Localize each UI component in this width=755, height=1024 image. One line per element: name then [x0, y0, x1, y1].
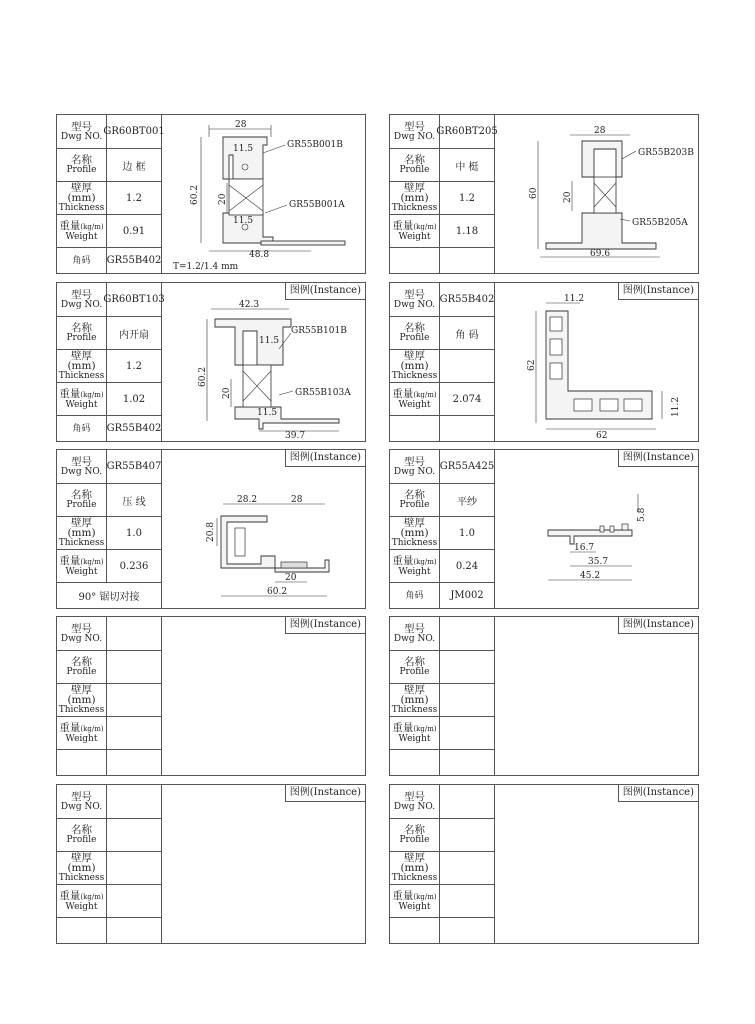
cut-note: 90° 锯切对接 — [57, 583, 162, 608]
profile-label: 名称 Profile — [57, 819, 107, 852]
thickness-value — [440, 350, 495, 383]
dim-height: 62 — [527, 359, 537, 371]
dim-bottom: 62 — [596, 431, 608, 441]
profile-label: 名称 Profile — [57, 484, 107, 517]
dim-w2: 11.5 — [257, 408, 278, 418]
corner-label: 角码 — [57, 416, 107, 441]
dim-left: 20.8 — [206, 521, 216, 542]
dim-w1: 11.5 — [233, 144, 254, 154]
profile-value — [107, 651, 162, 684]
profile-value: 中 梃 — [440, 149, 495, 182]
profile-value — [107, 819, 162, 852]
model-label: 型号 Dwg NO. — [390, 617, 440, 651]
empty-value — [440, 248, 495, 273]
thickness-value — [107, 852, 162, 885]
weight-label: 重量(kg/m) Weight — [390, 885, 440, 918]
weight-value: 1.18 — [440, 215, 495, 248]
profile-drawing — [163, 115, 365, 273]
weight-value: 0.91 — [107, 215, 162, 248]
empty-label — [57, 918, 107, 943]
thickness-label: 壁厚 (mm) Thickness — [57, 852, 107, 885]
weight-value: 0.236 — [107, 550, 162, 583]
corner-value: JM002 — [440, 583, 495, 608]
dwg-value — [440, 785, 495, 819]
corner-value: GR55B402 — [107, 248, 162, 273]
dim-top: 11.2 — [564, 294, 585, 304]
profile-card-1 — [56, 114, 366, 274]
dim-w2: 11.5 — [233, 216, 254, 226]
thickness-label: 壁厚 (mm) Thickness — [390, 684, 440, 717]
thickness-value — [440, 852, 495, 885]
thickness-value: 1.2 — [440, 182, 495, 215]
thickness-label: 壁厚 (mm) Thickness — [390, 517, 440, 550]
thickness-value: 1.2 — [107, 182, 162, 215]
dwg-value: GR55A425 — [440, 450, 495, 484]
legend-label: 图例(Instance) — [285, 785, 365, 802]
model-label: 型号 Dwg NO. — [390, 283, 440, 317]
weight-label: 重量(kg/m) Weight — [57, 717, 107, 750]
model-label: 型号 Dwg NO. — [390, 785, 440, 819]
dim-top: 28 — [235, 120, 247, 130]
model-label: 型号 Dwg NO. — [390, 115, 440, 149]
thickness-value: 1.0 — [440, 517, 495, 550]
empty-value — [440, 416, 495, 441]
weight-value: 0.24 — [440, 550, 495, 583]
dim-bottom: 60.2 — [267, 587, 288, 597]
weight-value — [107, 885, 162, 918]
profile-card-6 — [389, 449, 699, 609]
dim-top: 28 — [594, 126, 606, 136]
profile-label: 名称 Profile — [57, 317, 107, 350]
model-label: 型号 Dwg NO. — [57, 785, 107, 819]
weight-value: 1.02 — [107, 383, 162, 416]
empty-label — [390, 248, 440, 273]
corner-value: GR55B402 — [107, 416, 162, 441]
weight-label: 重量(kg/m) Weight — [390, 383, 440, 416]
model-label: 型号 Dwg NO. — [57, 283, 107, 317]
profile-label: 名称 Profile — [390, 651, 440, 684]
dwg-value: GR55B402 — [440, 283, 495, 317]
profile-label: 名称 Profile — [390, 317, 440, 350]
part-label-b: GR55B001B — [287, 140, 343, 150]
legend-label: 图例(Instance) — [285, 450, 365, 467]
empty-label — [390, 918, 440, 943]
dwg-value: GR60BT103 — [107, 283, 162, 317]
dim-top: 42.3 — [239, 300, 260, 310]
dim-mid: 20 — [218, 193, 228, 205]
empty-value — [107, 918, 162, 943]
dim-bottom: 48.8 — [249, 250, 270, 260]
dim-mid: 20 — [563, 191, 573, 203]
model-label: 型号 Dwg NO. — [57, 115, 107, 149]
profile-label: 名称 Profile — [57, 149, 107, 182]
empty-label — [390, 416, 440, 441]
legend-label: 图例(Instance) — [618, 283, 698, 300]
profile-drawing — [496, 450, 698, 608]
weight-label: 重量(kg/m) Weight — [57, 885, 107, 918]
profile-drawing — [496, 283, 698, 441]
profile-value: 压 线 — [107, 484, 162, 517]
dim-bottom: 69.6 — [590, 249, 611, 259]
profile-card-4 — [389, 282, 699, 442]
profile-value: 角 码 — [440, 317, 495, 350]
dim-d2: 35.7 — [588, 557, 609, 567]
weight-label: 重量(kg/m) Weight — [390, 215, 440, 248]
profile-value: 平纱 — [440, 484, 495, 517]
profile-card-10 — [389, 784, 699, 944]
weight-label: 重量(kg/m) Weight — [57, 383, 107, 416]
profile-label: 名称 Profile — [57, 651, 107, 684]
weight-value: 2.074 — [440, 383, 495, 416]
thickness-value — [440, 684, 495, 717]
empty-label — [390, 750, 440, 775]
thickness-value: 1.2 — [107, 350, 162, 383]
thickness-label: 壁厚 (mm) Thickness — [57, 182, 107, 215]
thickness-label: 壁厚 (mm) Thickness — [390, 182, 440, 215]
corner-label: 角码 — [57, 248, 107, 273]
model-label: 型号 Dwg NO. — [57, 450, 107, 484]
profile-card-5 — [56, 449, 366, 609]
dwg-value: GR60BT205 — [440, 115, 495, 149]
weight-label: 重量(kg/m) Weight — [390, 550, 440, 583]
dim-d1: 16.7 — [574, 543, 595, 553]
empty-value — [440, 918, 495, 943]
empty-value — [440, 750, 495, 775]
part-label-a: GR55B001A — [289, 200, 345, 210]
dwg-value — [107, 617, 162, 651]
profile-card-2 — [389, 114, 699, 274]
thickness-value: 1.0 — [107, 517, 162, 550]
profile-card-8 — [389, 616, 699, 776]
dwg-value: GR55B407 — [107, 450, 162, 484]
dwg-value — [440, 617, 495, 651]
legend-label: 图例(Instance) — [618, 785, 698, 802]
profile-drawing — [163, 450, 365, 608]
model-label: 型号 Dwg NO. — [57, 617, 107, 651]
profile-value — [440, 651, 495, 684]
profile-drawing — [163, 283, 365, 441]
dim-height: 60.2 — [190, 184, 200, 205]
dim-t2: 28 — [291, 495, 303, 505]
thickness-label: 壁厚 (mm) Thickness — [57, 684, 107, 717]
weight-label: 重量(kg/m) Weight — [57, 215, 107, 248]
model-label: 型号 Dwg NO. — [390, 450, 440, 484]
legend-label: 图例(Instance) — [285, 617, 365, 634]
empty-label — [57, 750, 107, 775]
part-label-b: GR55B101B — [291, 326, 347, 336]
dim-mid: 20 — [285, 573, 297, 583]
dwg-value — [107, 785, 162, 819]
profile-card-7 — [56, 616, 366, 776]
part-label-b: GR55B203B — [638, 148, 694, 158]
legend-label: 图例(Instance) — [285, 283, 365, 300]
dim-w1: 11.5 — [259, 336, 280, 346]
thickness-label: 壁厚 (mm) Thickness — [390, 350, 440, 383]
profile-value: 内开扇 — [107, 317, 162, 350]
dim-height: 60 — [529, 187, 539, 199]
profile-label: 名称 Profile — [390, 819, 440, 852]
weight-value — [107, 717, 162, 750]
profile-label: 名称 Profile — [390, 149, 440, 182]
thickness-label: 壁厚 (mm) Thickness — [57, 517, 107, 550]
thickness-label: 壁厚 (mm) Thickness — [57, 350, 107, 383]
profile-card-3 — [56, 282, 366, 442]
dwg-value: GR60BT001 — [107, 115, 162, 149]
legend-label: 图例(Instance) — [618, 617, 698, 634]
legend-label: 图例(Instance) — [618, 450, 698, 467]
dim-height: 60.2 — [198, 366, 208, 387]
dim-t1: 28.2 — [237, 495, 258, 505]
profile-label: 名称 Profile — [390, 484, 440, 517]
dim-right: 5.8 — [637, 507, 647, 522]
dim-bottom: 39.7 — [285, 431, 306, 441]
dim-mid: 20 — [222, 387, 232, 399]
weight-label: 重量(kg/m) Weight — [390, 717, 440, 750]
dim-d3: 45.2 — [580, 571, 601, 581]
profile-drawing — [496, 115, 698, 273]
thickness-label: 壁厚 (mm) Thickness — [390, 852, 440, 885]
weight-value — [440, 885, 495, 918]
profile-card-9 — [56, 784, 366, 944]
profile-value — [440, 819, 495, 852]
weight-value — [440, 717, 495, 750]
part-label-a: GR55B205A — [632, 218, 688, 228]
profile-value: 边 框 — [107, 149, 162, 182]
part-label-a: GR55B103A — [295, 388, 351, 398]
thickness-note: T=1.2/1.4 mm — [173, 262, 239, 272]
weight-label: 重量(kg/m) Weight — [57, 550, 107, 583]
thickness-value — [107, 684, 162, 717]
dim-right: 11.2 — [671, 396, 681, 417]
corner-label: 角码 — [390, 583, 440, 608]
empty-value — [107, 750, 162, 775]
